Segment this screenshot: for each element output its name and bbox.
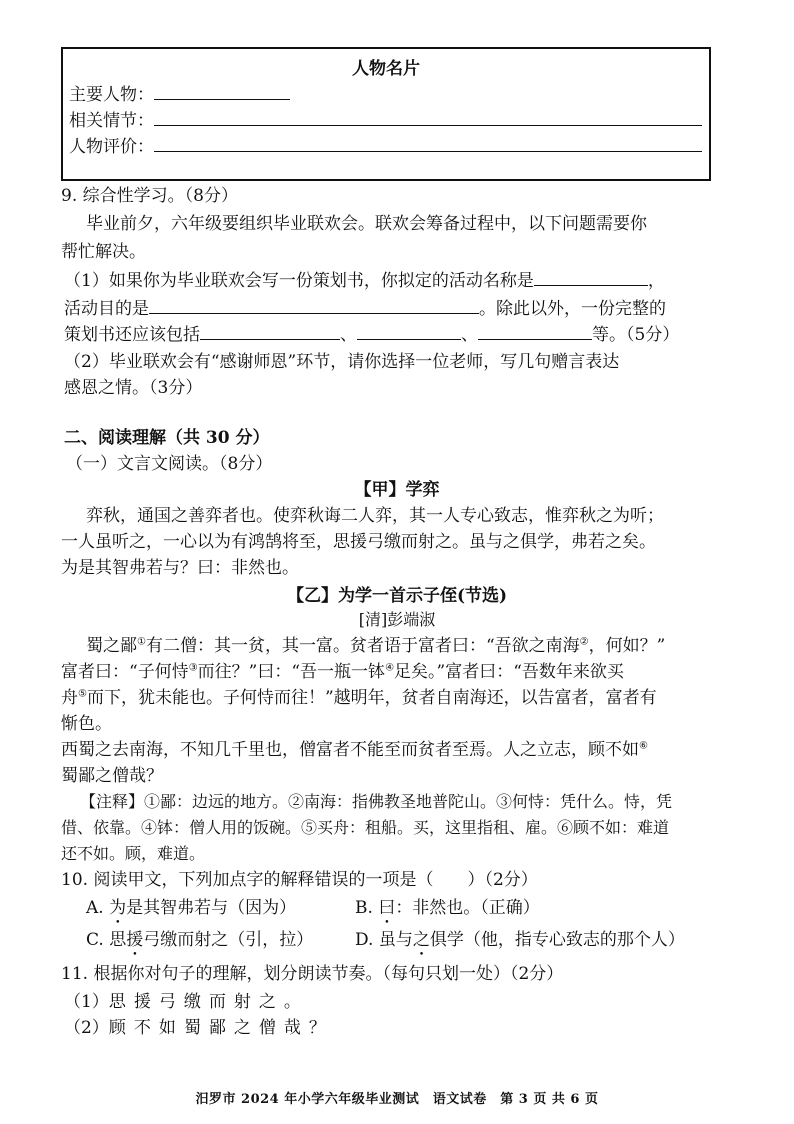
dotted-char-a: 为 xyxy=(109,898,127,918)
character-card xyxy=(61,47,711,181)
q10-option-b[interactable]: B. 曰：非然也。（正确） xyxy=(355,898,540,918)
q9-part1-line1: （1）如果你为毕业联欢会写一份策划书，你拟定的活动名称是 ， xyxy=(64,268,665,293)
q9-part2-line1: （2）毕业联欢会有“感谢师恩”环节，请你选择一位老师，写几句赠言表达 xyxy=(64,352,620,372)
activity-name-blank[interactable] xyxy=(534,268,648,286)
note-marker-6: ⑥ xyxy=(639,740,648,752)
q9-intro-line2: 帮忙解决。 xyxy=(61,242,146,262)
plan-item-blank-1[interactable] xyxy=(200,322,340,340)
yi-line6: 蜀鄙之僧哉？ xyxy=(61,766,163,786)
main-character-blank[interactable] xyxy=(154,82,290,100)
yi-line1: 蜀之鄙①有二僧：其一贫，其一富。贫者语于富者曰：“吾欲之南海②，何如？” xyxy=(86,636,666,656)
q11-sentence-2: （2）顾不如蜀鄙之僧哉？ xyxy=(64,1018,334,1038)
q11-title: 11. 根据你对句子的理解，划分朗读节奏。（每句只划一处）（2分） xyxy=(61,964,564,984)
dotted-char-b: 曰 xyxy=(378,898,396,918)
yi-title: 【乙】为学一首示子侄(节选) xyxy=(286,586,508,606)
q10-option-a[interactable]: A. 为是其智弗若与（因为） xyxy=(86,898,297,918)
yi-line2: 富者曰：“子何恃③而往？”曰：“吾一瓶一钵④足矣。”富者曰：“吾数年来欲买 xyxy=(61,662,624,682)
notes-line1: 【注释】①鄙：边远的地方。②南海：指佛教圣地普陀山。③何恃：凭什么。恃，凭 xyxy=(80,792,673,811)
note-marker-4: ④ xyxy=(385,662,395,674)
page-footer: 汨罗市 2024 年小学六年级毕业测试 语文试卷 第 3 页 共 6 页 xyxy=(195,1092,599,1107)
dotted-char-d: 之 xyxy=(412,930,430,950)
note-marker-3: ③ xyxy=(188,662,198,674)
q9-part1-line2: 活动目的是 。除此以外，一份完整的 xyxy=(64,296,666,321)
jia-line2: 一人虽听之，一心以为有鸿鹄将至，思援弓缴而射之。虽与之俱学，弗若之矣。 xyxy=(61,532,656,552)
card-row-evaluation: 人物评价： xyxy=(69,134,702,159)
yi-author: [清]彭端淑 xyxy=(358,610,436,629)
q9-part1-line3: 策划书还应该包括 、 、 等。（5分） xyxy=(64,322,679,347)
q9-intro-line1: 毕业前夕，六年级要组织毕业联欢会。联欢会筹备过程中，以下问题需要你 xyxy=(86,214,647,234)
q9-title: 9. 综合性学习。（8分） xyxy=(61,186,238,206)
note-marker-2: ② xyxy=(579,636,589,648)
note-marker-1: ① xyxy=(137,636,146,648)
q11-sentence-2-text[interactable]: 顾不如蜀鄙之僧哉？ xyxy=(108,1018,334,1038)
section2-title: 二、阅读理解（共 30 分） xyxy=(64,428,270,448)
card-title: 人物名片 xyxy=(352,59,420,79)
jia-title: 【甲】学弈 xyxy=(354,480,440,500)
yi-line3: 舟⑤而下，犹未能也。子何恃而往！”越明年，贫者自南海还，以告富者，富者有 xyxy=(61,688,657,708)
note-marker-5: ⑤ xyxy=(78,688,87,700)
notes-line3: 还不如。顾，难道。 xyxy=(61,844,206,863)
plot-blank[interactable] xyxy=(154,108,702,126)
plan-item-blank-3[interactable] xyxy=(478,322,592,340)
q9-part2-line2: 感恩之情。（3分） xyxy=(64,378,203,398)
q10-title: 10. 阅读甲文，下列加点字的解释错误的一项是（ ）（2分） xyxy=(61,870,538,890)
activity-purpose-blank[interactable] xyxy=(149,296,479,314)
card-row-main-character: 主要人物： xyxy=(69,82,290,107)
card-row-plot: 相关情节： xyxy=(69,108,702,133)
evaluation-blank[interactable] xyxy=(154,134,702,152)
jia-line3: 为是其智弗若与？曰：非然也。 xyxy=(61,558,299,578)
q10-option-d[interactable]: D. 虽与之俱学（他，指专心致志的那个人） xyxy=(355,930,685,950)
q11-sentence-1-text[interactable]: 思援弓缴而射之。 xyxy=(108,992,309,1012)
dotted-char-c: 援 xyxy=(126,930,144,950)
yi-line5: 西蜀之去南海，不知几千里也，僧富者不能至而贫者至焉。人之立志，顾不如⑥ xyxy=(61,740,648,760)
plan-item-blank-2[interactable] xyxy=(357,322,461,340)
yi-line4: 惭色。 xyxy=(61,714,112,734)
jia-line1: 弈秋，通国之善弈者也。使弈秋诲二人弈，其一人专心致志，惟弈秋之为听； xyxy=(86,506,664,526)
q11-sentence-1: （1）思援弓缴而射之。 xyxy=(64,992,309,1012)
notes-line2: 借、依靠。④钵：僧人用的饭碗。⑤买舟：租船。买，这里指租、雇。⑥顾不如：难道 xyxy=(61,818,670,837)
q10-option-c[interactable]: C. 思援弓缴而射之（引，拉） xyxy=(86,930,314,950)
section2-sub1: （一）文言文阅读。（8分） xyxy=(66,454,273,474)
